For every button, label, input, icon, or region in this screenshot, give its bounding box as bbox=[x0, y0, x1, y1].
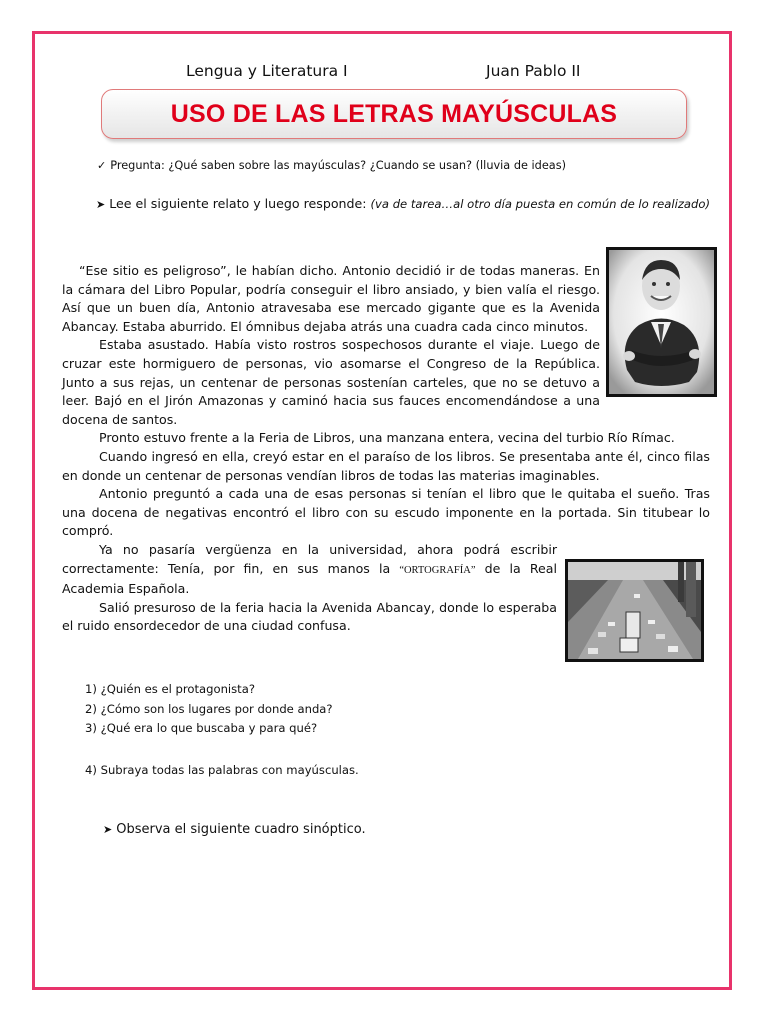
page-title: USO DE LAS LETRAS MAYÚSCULAS bbox=[170, 99, 618, 128]
arrow-bullet-icon: ➤ bbox=[103, 823, 113, 836]
question-item: 3) ¿Qué era lo que buscaba y para qué? bbox=[85, 721, 318, 735]
story-paragraph: Salió presuroso de la feria hacia la Avenida Abancay, donde lo esperaba el ruido ensordecedor de una ciudad confusa. bbox=[62, 599, 557, 634]
instruction-line bbox=[96, 194, 718, 214]
questions-list bbox=[85, 680, 359, 780]
ortografia-word: “ORTOGRAFÍA” bbox=[399, 564, 476, 576]
story-paragraph: “Ese sitio es peligroso”, le habían dicho. Antonio decidió ir de todas maneras. En la cámara del Libro Popular, podría conseguir el libro ansiado, y bien valía el riesgo. Así que un buen día, Antonio atravesaba ese mercado gigante que es la Avenida Abancay. Estaba aburrido. El ómnibus dejaba atrás una cuadra cada cinco minutos. bbox=[62, 263, 600, 334]
observe-text: Observa el siguiente cuadro sinóptico. bbox=[116, 822, 366, 837]
instruction-text: Lee el siguiente relato y luego responde: bbox=[109, 196, 367, 211]
story-fragment: de la Real Academia Española. bbox=[62, 560, 557, 597]
story-paragraph: Antonio preguntó a cada una de esas personas si tenían el libro que le quitaba el sueño. Tras una docena de negativas encontró el libro con su escudo imponente en la portada. Sin titubear lo compró. bbox=[62, 486, 710, 539]
story-text bbox=[62, 262, 710, 636]
title-banner bbox=[101, 89, 687, 139]
question-line bbox=[97, 159, 566, 172]
story-paragraph: Estaba asustado. Había visto rostros sospechosos durante el viaje. Luego de cruzar este hormiguero de personas, vio asomarse el Congreso de la República. Junto a sus rejas, un centenar de personas sostenían carteles, que no se detuvo a leer. Bajó en el Jirón Amazonas y caminó hacia sus fauces encomendándose a una docena de santos. bbox=[62, 337, 600, 427]
story-paragraph: Pronto estuvo frente a la Feria de Libros, una manzana entera, vecina del turbio Río Rímac. bbox=[99, 430, 675, 446]
story-paragraph: Cuando ingresó en ella, creyó estar en el paraíso de los libros. Se presentaba ante él, cinco filas en donde un centenar de personas vendían libros de todas las materias imaginables. bbox=[62, 448, 710, 483]
story-paragraph bbox=[62, 541, 557, 599]
header bbox=[0, 62, 768, 86]
instruction-note: (va de tarea…al otro día puesta en común de lo realizado) bbox=[370, 197, 710, 211]
story-fragment: Ya no pasaría vergüenza en la universidad, ahora podrá escribir correctamente: Tenía, por fin, en sus manos la bbox=[62, 541, 557, 576]
subject-label: Lengua y Literatura I bbox=[186, 62, 348, 80]
question-text: Pregunta: ¿Qué saben sobre las mayúsculas? ¿Cuando se usan? (lluvia de ideas) bbox=[110, 159, 567, 172]
question-item: 1) ¿Quién es el protagonista? bbox=[85, 682, 255, 696]
school-label: Juan Pablo II bbox=[486, 62, 581, 80]
observe-line bbox=[103, 822, 366, 837]
arrow-bullet-icon: ➤ bbox=[96, 198, 106, 211]
question-item: 2) ¿Cómo son los lugares por donde anda? bbox=[85, 701, 333, 716]
check-icon: ✓ bbox=[97, 159, 107, 172]
question-item: 4) Subraya todas las palabras con mayúsculas. bbox=[85, 762, 359, 777]
